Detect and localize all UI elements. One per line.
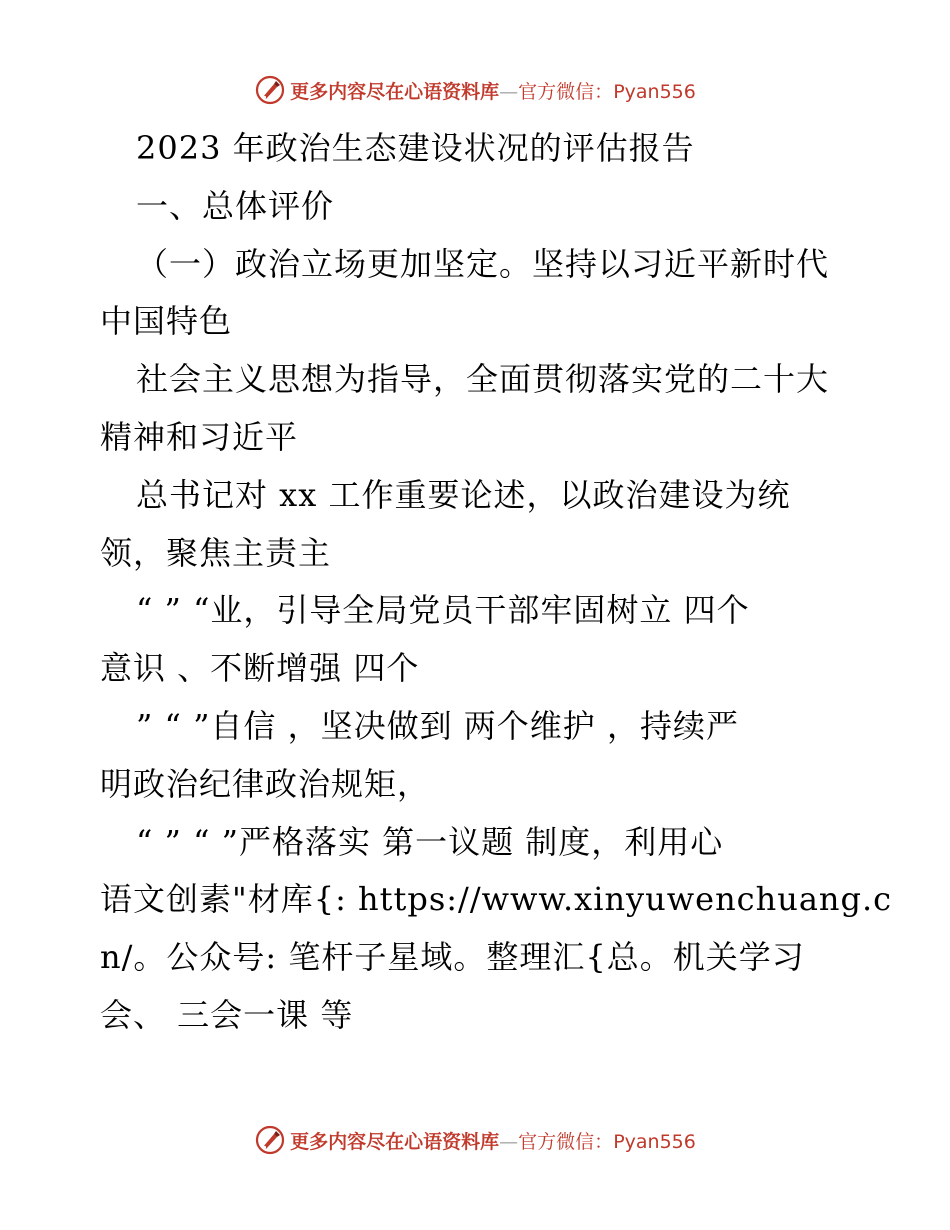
watermark-dash: — <box>499 80 519 103</box>
watermark-main: 更多内容尽在心语资料库 <box>290 1130 500 1153</box>
pen-logo-icon <box>254 74 286 106</box>
paragraph-line: （一）政治立场更加坚定。坚持以习近平新时代 <box>136 244 830 283</box>
paragraph-line: 总书记对 xx 工作重要论述，以政治建设为统 <box>136 475 791 514</box>
paragraph-line: “ ” “ ”严格落实 第一议题 制度，利用心 <box>136 822 724 861</box>
paragraph-line: 语文创素"材库{: https://www.xinyuwenchuang.c <box>100 880 893 919</box>
watermark-wechat-label: 官方微信： <box>518 80 614 103</box>
paragraph-line: 意识 、不断增强 四个 <box>100 649 420 688</box>
pen-logo-icon <box>254 1124 286 1156</box>
paragraph-line: 精神和习近平 <box>100 417 299 456</box>
paragraph-line: n/。公众号: 笔杆子星域。整理汇{总。机关学习 <box>100 938 805 977</box>
paragraph-line: 中国特色 <box>100 302 233 341</box>
document-title: 2023 年政治生态建设状况的评估报告 <box>136 129 695 167</box>
document-body <box>100 120 893 1045</box>
paragraph-line: 会、 三会一课 等 <box>100 995 354 1034</box>
header-watermark-banner <box>0 70 950 110</box>
paragraph-line: 明政治纪律政治规矩， <box>100 764 431 803</box>
watermark-text <box>290 77 696 104</box>
watermark-wechat-id: Pyan556 <box>613 1130 696 1153</box>
watermark-wechat-id: Pyan556 <box>613 80 696 103</box>
footer-watermark-banner <box>0 1120 950 1160</box>
paragraph-line: 社会主义思想为指导，全面贯彻落实党的二十大 <box>136 360 830 399</box>
paragraph-line: ” “ ”自信 ，坚决做到 两个维护 ，持续严 <box>136 706 739 745</box>
watermark-wechat-label: 官方微信： <box>518 1130 614 1153</box>
section-heading: 一、总体评价 <box>136 186 335 225</box>
watermark-main: 更多内容尽在心语资料库 <box>290 80 500 103</box>
watermark-text <box>290 1127 696 1154</box>
watermark-dash: — <box>499 1130 519 1153</box>
paragraph-line: 领，聚焦主责主 <box>100 533 332 572</box>
paragraph-line: “ ” “业，引导全局党员干部牢固树立 四个 <box>136 591 750 630</box>
